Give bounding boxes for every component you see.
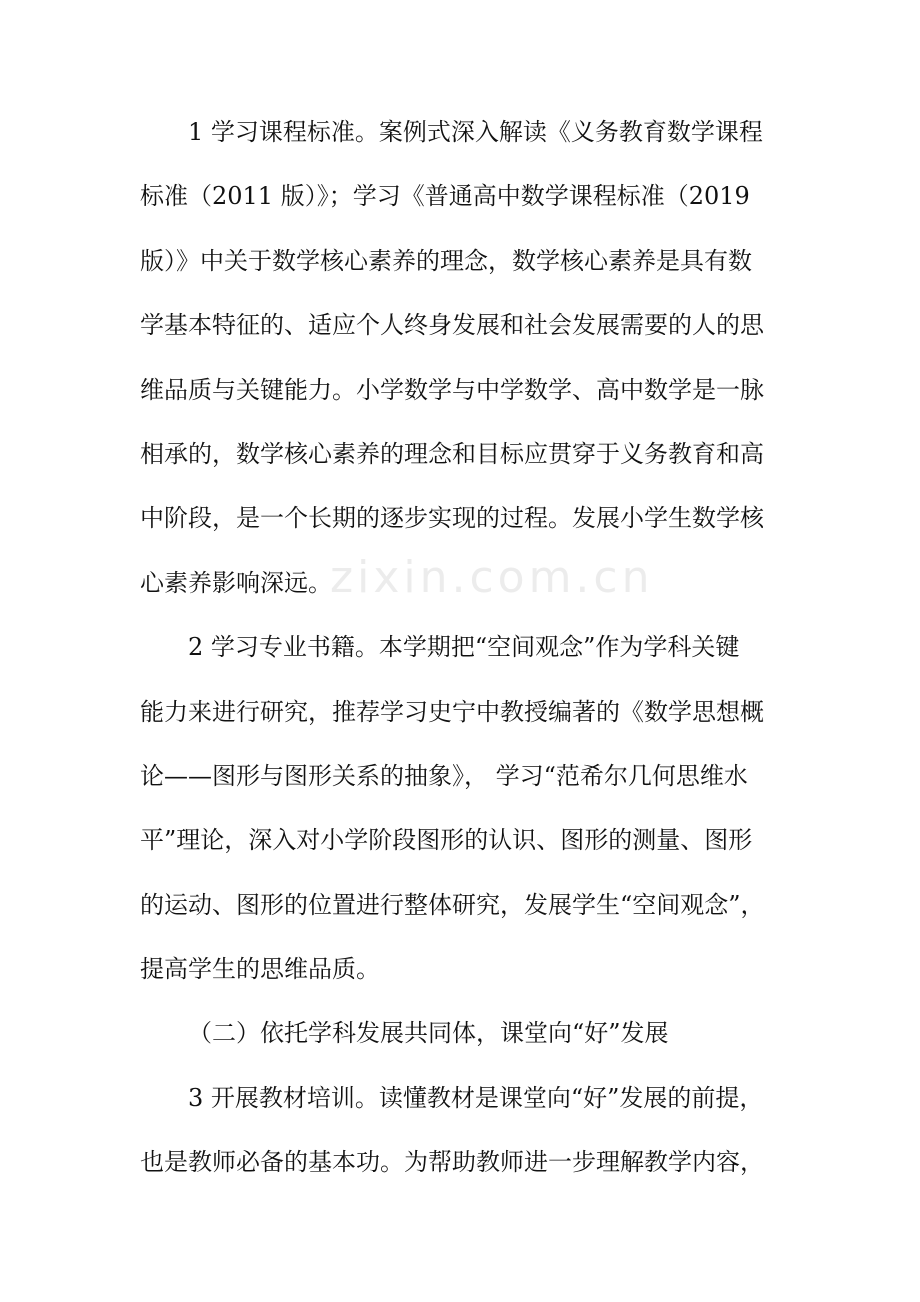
text-line: 的运动、图形的位置进行整体研究，发展学生“空间观念”，: [140, 890, 765, 919]
watermark: zixin.com.cn: [330, 552, 654, 603]
document-body: [140, 100, 780, 1195]
text-line: 1 学习课程标准。案例式深入解读《义务教育数学课程: [188, 118, 763, 146]
text-line: 平”理论，深入对小学阶段图形的认识、图形的测量、图形: [140, 826, 753, 855]
paragraph-textbook-training: [140, 1066, 780, 1195]
paragraph-curriculum-standards: [140, 100, 780, 615]
text-line: 心素养影响深远。: [140, 568, 332, 597]
text-line: 3 开展教材培训。读懂教材是课堂向“好”发展的前提，: [188, 1083, 764, 1112]
text-line: 版）》中关于数学核心素养的理念，数学核心素养是具有数: [140, 246, 752, 275]
text-line: 中阶段，是一个长期的逐步实现的过程。发展小学生数学核: [140, 504, 764, 533]
text-line: 维品质与关键能力。小学数学与中学数学、高中数学是一脉: [140, 375, 764, 404]
text-line: 2 学习专业书籍。本学期把“空间观念”作为学科关键: [188, 633, 740, 662]
text-line: 标准（2011 版）》；学习《普通高中数学课程标准（2019: [140, 182, 750, 211]
text-line: 提高学生的思维品质。: [140, 955, 380, 984]
section-heading: [140, 1001, 780, 1065]
text-line: 能力来进行研究，推荐学习史宁中教授编著的《数学思想概: [140, 697, 764, 726]
text-line: 相承的，数学核心素养的理念和目标应贯穿于义务教育和高: [140, 439, 764, 468]
text-line: 论——图形与图形关系的抽象》， 学习“范希尔几何思维水: [140, 761, 748, 790]
section-heading-text: （二）依托学科发展共同体，课堂向“好”发展: [188, 1019, 669, 1048]
text-line: 也是教师必备的基本功。为帮助教师进一步理解教学内容，: [140, 1148, 764, 1177]
text-line: 学基本特征的、适应个人终身发展和社会发展需要的人的思: [140, 311, 764, 340]
paragraph-professional-books: [140, 615, 780, 1001]
